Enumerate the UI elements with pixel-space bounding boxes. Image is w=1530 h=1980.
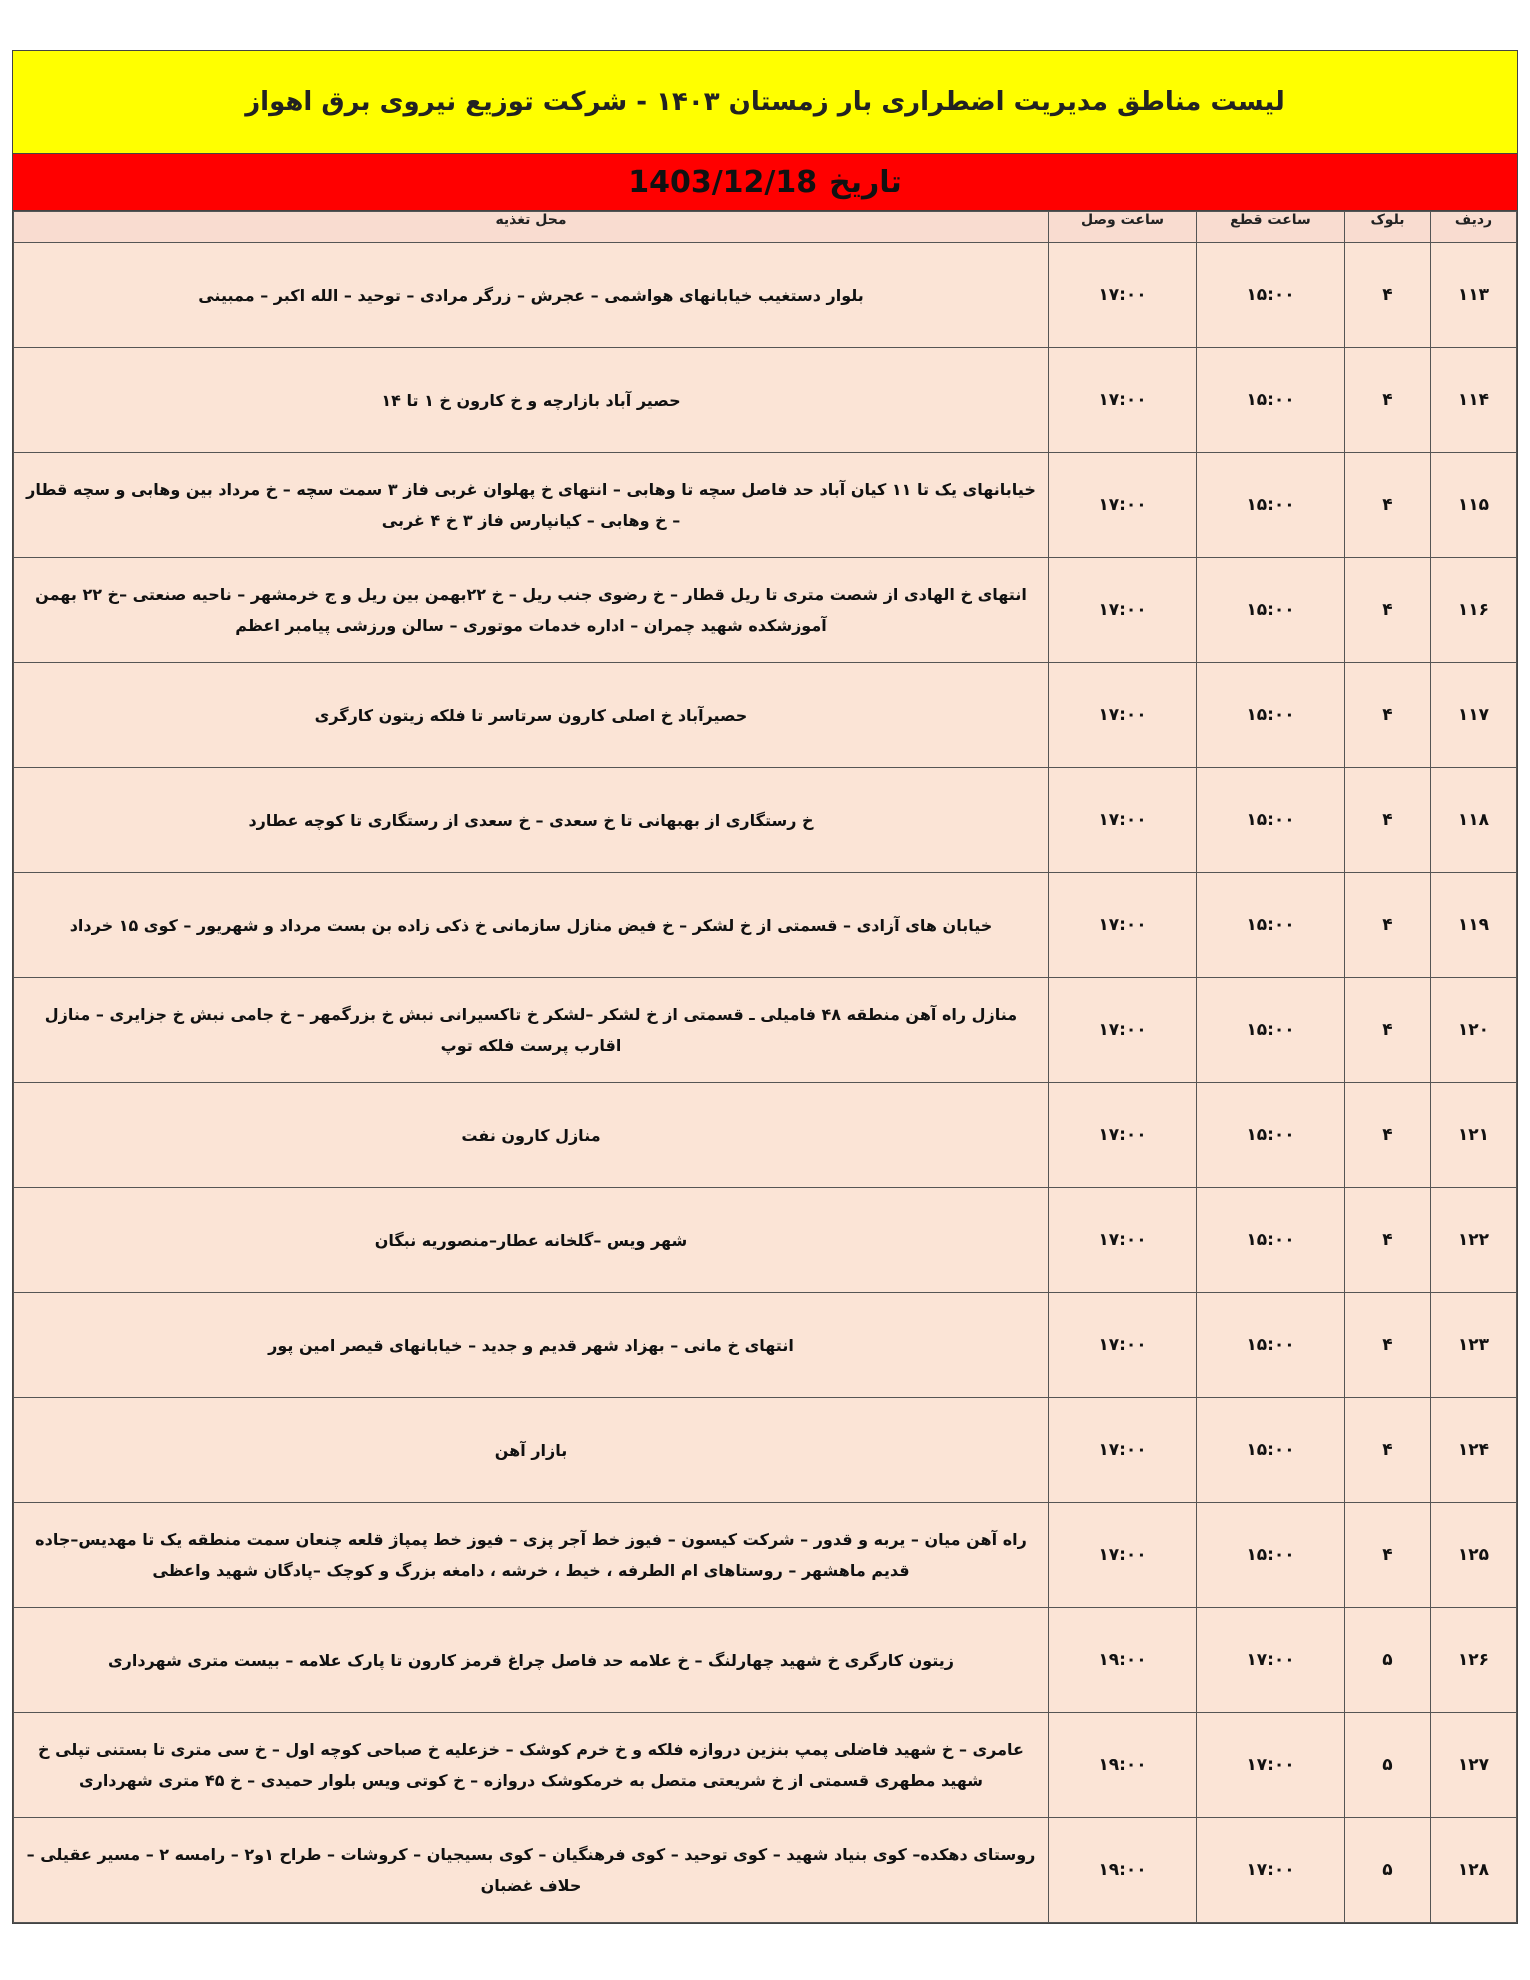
- cell-cut-time: ۱۷:۰۰: [1197, 1713, 1345, 1818]
- cell-connect-time: ۱۷:۰۰: [1049, 348, 1197, 453]
- cell-cut-time: ۱۵:۰۰: [1197, 1188, 1345, 1293]
- cell-connect-time: ۱۷:۰۰: [1049, 1503, 1197, 1608]
- table-row: [14, 1713, 1517, 1818]
- cell-block: ۴: [1345, 348, 1431, 453]
- cell-block: ۴: [1345, 873, 1431, 978]
- cell-radif: ۱۱۵: [1431, 453, 1517, 558]
- cell-radif: ۱۲۴: [1431, 1398, 1517, 1503]
- table-row: [14, 348, 1517, 453]
- cell-cut-time: ۱۵:۰۰: [1197, 978, 1345, 1083]
- cell-cut-time: ۱۵:۰۰: [1197, 558, 1345, 663]
- cell-block: ۵: [1345, 1818, 1431, 1923]
- cell-location: روستای دهکده– کوی بنیاد شهید – کوی توحید – کوی فرهنگیان – کوی بسیجیان – کروشات – طراح ۱و۲ – رامسه ۲ – مسیر عقیلی – حلاف غضبان: [14, 1818, 1049, 1923]
- cell-cut-time: ۱۵:۰۰: [1197, 243, 1345, 348]
- cell-block: ۴: [1345, 1188, 1431, 1293]
- cell-block: ۴: [1345, 1083, 1431, 1188]
- cell-connect-time: ۱۷:۰۰: [1049, 558, 1197, 663]
- cell-connect-time: ۱۷:۰۰: [1049, 1398, 1197, 1503]
- cell-connect-time: ۱۹:۰۰: [1049, 1818, 1197, 1923]
- cell-block: ۴: [1345, 978, 1431, 1083]
- table-row: [14, 663, 1517, 768]
- cell-connect-time: ۱۷:۰۰: [1049, 663, 1197, 768]
- cell-cut-time: ۱۵:۰۰: [1197, 1293, 1345, 1398]
- cell-location: بازار آهن: [14, 1398, 1049, 1503]
- cell-block: ۴: [1345, 1503, 1431, 1608]
- date-banner: [13, 154, 1517, 211]
- cell-location: انتهای خ الهادی از شصت متری تا ریل قطار – خ رضوی جنب ریل – خ ۲۲بهمن بین ریل و ج خرمشهر – ناحیه صنعتی –خ ۲۲ بهمن آموزشکده شهید چمران – اداره خدمات موتوری – سالن ورزشی پیامبر اعظم: [14, 558, 1049, 663]
- cell-cut-time: ۱۵:۰۰: [1197, 1083, 1345, 1188]
- cell-radif: ۱۲۷: [1431, 1713, 1517, 1818]
- cell-location: منازل راه آهن منطقه ۴۸ فامیلی ـ قسمتی از خ لشکر –لشکر خ تاکسیرانی نبش خ بزرگمهر – خ جامی نبش خ جزایری – منازل اقارب پرست فلکه توپ: [14, 978, 1049, 1083]
- cell-radif: ۱۲۰: [1431, 978, 1517, 1083]
- cell-connect-time: ۱۷:۰۰: [1049, 768, 1197, 873]
- table-row: [14, 1083, 1517, 1188]
- table-row: [14, 1818, 1517, 1923]
- cell-radif: ۱۱۶: [1431, 558, 1517, 663]
- cell-location: عامری – خ شهید فاضلی پمپ بنزین دروازه فلکه و خ خرم کوشک – خزعلیه خ صباحی کوچه اول – خ سی متری تا بستنی تپلی خ شهید مطهری قسمتی از خ شریعتی متصل به خرمکوشک دروازه – خ کوتی ویس بلوار حمیدی – خ ۴۵ متری شهرداری: [14, 1713, 1049, 1818]
- cell-block: ۴: [1345, 1398, 1431, 1503]
- cell-location: حصیرآباد خ اصلی کارون سرتاسر تا فلکه زیتون کارگری: [14, 663, 1049, 768]
- cell-location: منازل کارون نفت: [14, 1083, 1049, 1188]
- table-row: [14, 978, 1517, 1083]
- table-row: [14, 1293, 1517, 1398]
- cell-radif: ۱۲۲: [1431, 1188, 1517, 1293]
- outage-table: [13, 211, 1517, 1923]
- table-row: [14, 453, 1517, 558]
- cell-radif: ۱۲۳: [1431, 1293, 1517, 1398]
- table-row: [14, 243, 1517, 348]
- cell-cut-time: ۱۵:۰۰: [1197, 873, 1345, 978]
- cell-location: راه آهن میان – یربه و قدور – شرکت کیسون – فیوز خط آجر پزی – فیوز خط پمپاژ قلعه چنعان سمت منطقه یک تا مهدیس–جاده قدیم ماهشهر – روستاهای ام الطرفه ، خیط ، خرشه ، دامغه بزرگ و کوچک –پادگان شهید واعظی: [14, 1503, 1049, 1608]
- cell-cut-time: ۱۵:۰۰: [1197, 348, 1345, 453]
- cell-location: حصیر آباد بازارچه و خ کارون خ ۱ تا ۱۴: [14, 348, 1049, 453]
- cell-radif: ۱۲۱: [1431, 1083, 1517, 1188]
- header-radif: ردیف: [1431, 212, 1517, 243]
- cell-cut-time: ۱۵:۰۰: [1197, 453, 1345, 558]
- table-row: [14, 1503, 1517, 1608]
- cell-radif: ۱۲۸: [1431, 1818, 1517, 1923]
- cell-location: خ رستگاری از بهبهانی تا خ سعدی – خ سعدی از رستگاری تا کوچه عطارد: [14, 768, 1049, 873]
- page-title: [13, 51, 1517, 154]
- date-label: تاریخ: [829, 164, 902, 200]
- cell-cut-time: ۱۷:۰۰: [1197, 1818, 1345, 1923]
- cell-connect-time: ۱۷:۰۰: [1049, 243, 1197, 348]
- table-row: [14, 873, 1517, 978]
- cell-connect-time: ۱۷:۰۰: [1049, 978, 1197, 1083]
- outage-schedule-sheet: [12, 50, 1518, 1924]
- cell-connect-time: ۱۷:۰۰: [1049, 873, 1197, 978]
- cell-radif: ۱۱۹: [1431, 873, 1517, 978]
- table-body: [14, 243, 1517, 1923]
- cell-cut-time: ۱۵:۰۰: [1197, 1398, 1345, 1503]
- header-block: بلوک: [1345, 212, 1431, 243]
- date-value: 1403/12/18: [628, 164, 818, 200]
- cell-connect-time: ۱۹:۰۰: [1049, 1713, 1197, 1818]
- header-connect-time: ساعت وصل: [1049, 212, 1197, 243]
- cell-connect-time: ۱۷:۰۰: [1049, 1188, 1197, 1293]
- cell-connect-time: ۱۹:۰۰: [1049, 1608, 1197, 1713]
- cell-block: ۴: [1345, 558, 1431, 663]
- cell-block: ۴: [1345, 243, 1431, 348]
- table-row: [14, 558, 1517, 663]
- table-row: [14, 1398, 1517, 1503]
- cell-radif: ۱۱۳: [1431, 243, 1517, 348]
- cell-cut-time: ۱۵:۰۰: [1197, 768, 1345, 873]
- cell-location: بلوار دستغیب خیابانهای هواشمی – عجرش – زرگر مرادی – توحید – الله اکبر – ممبینی: [14, 243, 1049, 348]
- table-header-row: [14, 212, 1517, 243]
- cell-location: انتهای خ مانی – بهزاد شهر قدیم و جدید – خیابانهای قیصر امین پور: [14, 1293, 1049, 1398]
- cell-location: خیابانهای یک تا ۱۱ کیان آباد حد فاصل سچه تا وهابی – انتهای خ پهلوان غربی فاز ۳ سمت سچه – خ مرداد بین وهابی و سچه قطار – خ وهابی – کیانپارس فاز ۳ خ ۴ غربی: [14, 453, 1049, 558]
- cell-radif: ۱۱۴: [1431, 348, 1517, 453]
- table-row: [14, 1188, 1517, 1293]
- cell-block: ۵: [1345, 1608, 1431, 1713]
- cell-location: زیتون کارگری خ شهید چهارلنگ – خ علامه حد فاصل چراغ قرمز کارون تا پارک علامه – بیست متری شهرداری: [14, 1608, 1049, 1713]
- cell-location: خیابان های آزادی – قسمتی از خ لشکر – خ فیض منازل سازمانی خ ذکی زاده بن بست مرداد و شهریور – کوی ۱۵ خرداد: [14, 873, 1049, 978]
- table-row: [14, 1608, 1517, 1713]
- cell-cut-time: ۱۵:۰۰: [1197, 663, 1345, 768]
- cell-radif: ۱۲۵: [1431, 1503, 1517, 1608]
- cell-cut-time: ۱۵:۰۰: [1197, 1503, 1345, 1608]
- cell-radif: ۱۲۶: [1431, 1608, 1517, 1713]
- cell-block: ۵: [1345, 1713, 1431, 1818]
- cell-cut-time: ۱۷:۰۰: [1197, 1608, 1345, 1713]
- header-cut-time: ساعت قطع: [1197, 212, 1345, 243]
- cell-block: ۴: [1345, 453, 1431, 558]
- cell-block: ۴: [1345, 1293, 1431, 1398]
- header-location: محل تغذیه: [14, 212, 1049, 243]
- cell-block: ۴: [1345, 663, 1431, 768]
- cell-connect-time: ۱۷:۰۰: [1049, 1083, 1197, 1188]
- cell-location: شهر ویس –گلخانه عطار–منصوریه نبگان: [14, 1188, 1049, 1293]
- title-text: لیست مناطق مدیریت اضطراری بار زمستان ۱۴۰۳ - شرکت توزیع نیروی برق اهواز: [245, 87, 1285, 117]
- cell-radif: ۱۱۷: [1431, 663, 1517, 768]
- cell-radif: ۱۱۸: [1431, 768, 1517, 873]
- table-row: [14, 768, 1517, 873]
- cell-connect-time: ۱۷:۰۰: [1049, 1293, 1197, 1398]
- cell-connect-time: ۱۷:۰۰: [1049, 453, 1197, 558]
- cell-block: ۴: [1345, 768, 1431, 873]
